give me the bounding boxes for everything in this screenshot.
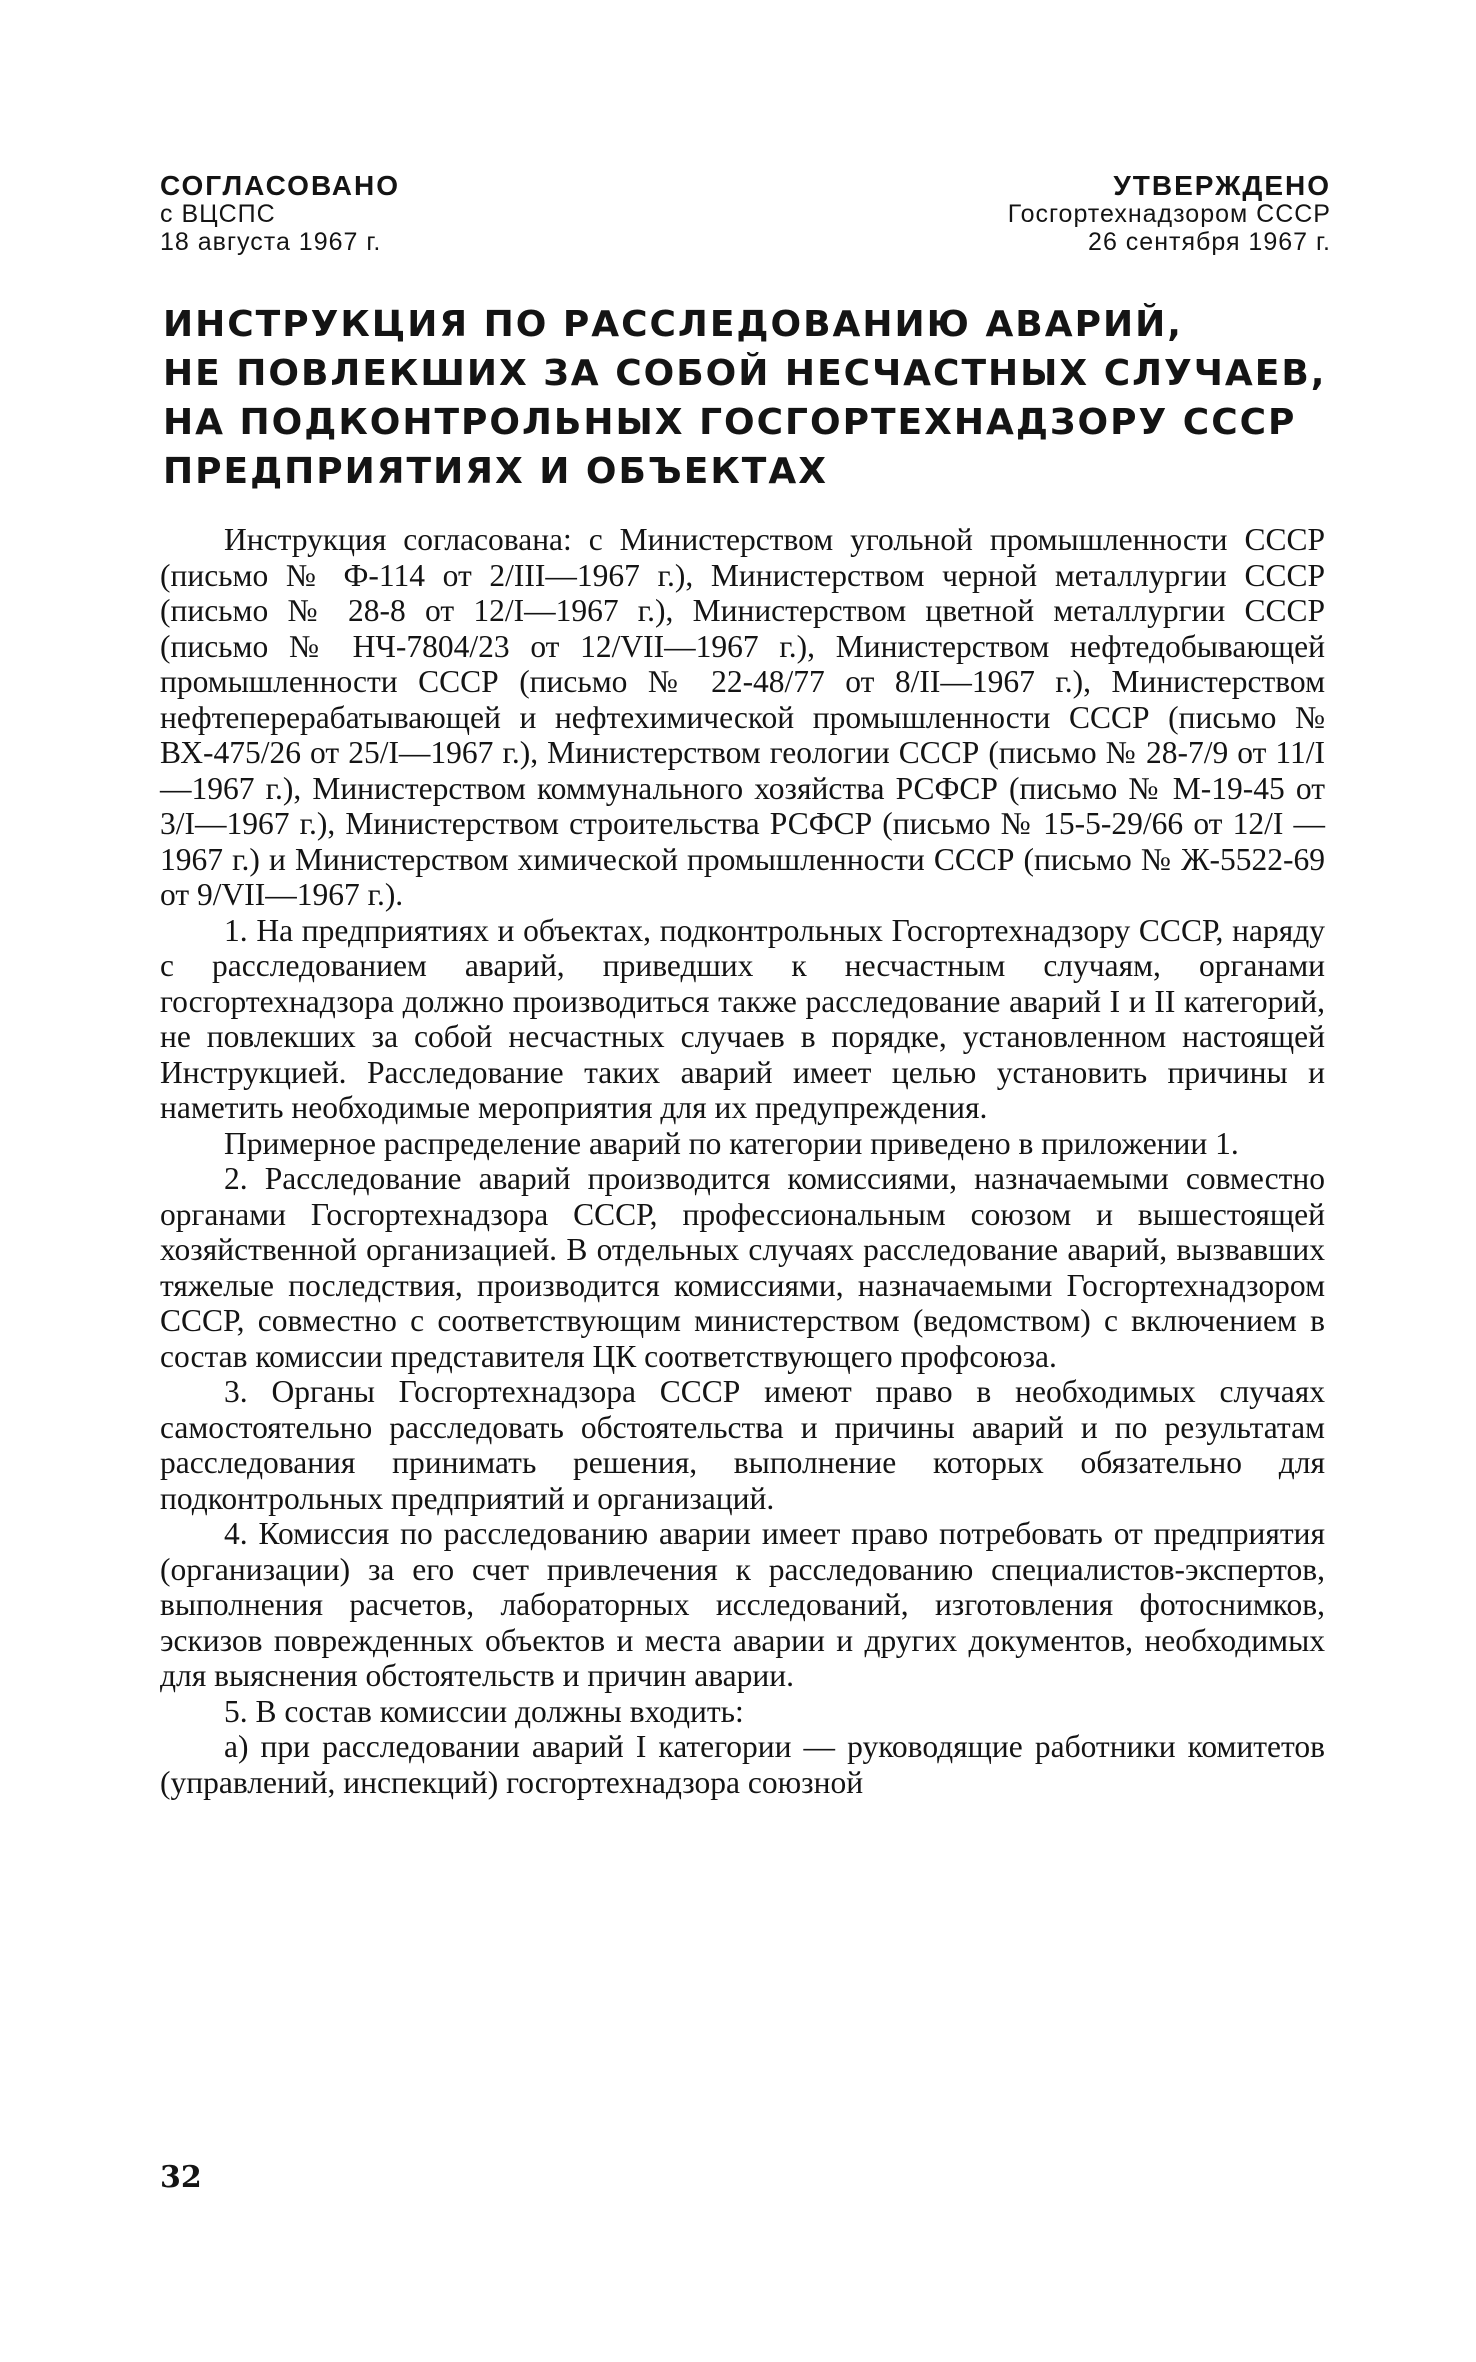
intro-paragraph: Инструкция согласована: с Министерством угольной промышленности СССР (письмо № Ф-114 от 2/III—1967 г.), Министерством черной металлургии СССР (письмо № 28-8 от 12/I—1967 г.), Министерством цветной металлургии СССР (письмо № НЧ-7804/23 от 12/VII—1967 г.), Министерством нефтедобывающей промышленности СССР (письмо № 22-48/77 от 8/II—1967 г.), Министерством нефтеперерабатывающей и нефтехимической промышленности СССР (письмо № ВХ-475/26 от 25/I—1967 г.), Министерством геологии СССР (письмо № 28-7/9 от 11/I—1967 г.), Министерством коммунального хозяйства РСФСР (письмо № М-19-45 от 3/I—1967 г.), Министерством строительства РСФСР (письмо № 15-5-29/66 от 12/I — 1967 г.) и Министерством химической промышленности СССР (письмо № Ж-5522-69 от 9/VII—1967 г.). — [160, 522, 1325, 912]
approval-block-left — [160, 172, 400, 256]
approval-right-date: 26 сентября 1967 г. — [1088, 228, 1331, 256]
approval-right-heading: УТВЕРЖДЕНО — [1113, 170, 1331, 201]
approval-block-right — [1008, 172, 1331, 256]
approval-left-authority: с ВЦСПС — [160, 200, 276, 228]
paragraph-5a: а) при расследовании аварий I категории — руководящие работники комитетов (управлений, инспекций) госгортехнадзора союзной — [160, 1729, 1325, 1800]
paragraph-2: 2. Расследование аварий производится комиссиями, назначаемыми совместно органами Госгортехнадзора СССР, профессиональным союзом и вышестоящей хозяйственной организацией. В отдельных случаях расследование аварий, вызвавших тяжелые последствия, производится комиссиями, назначаемыми Госгортехнадзором СССР, совместно с соответствующим министерством (ведомством) с включением в состав комиссии представителя ЦК соответствующего профсоюза. — [160, 1161, 1325, 1374]
document-title — [163, 300, 1333, 496]
paragraph-4: 4. Комиссия по расследованию аварии имеет право потребовать от предприятия (организации) за его счет привлечения к расследованию специалистов-экспертов, выполнения расчетов, лабораторных исследований, изготовления фотоснимков, эскизов поврежденных объектов и места аварии и других документов, необходимых для выяснения обстоятельств и причин аварии. — [160, 1516, 1325, 1693]
approval-right-authority: Госгортехнадзором СССР — [1007, 200, 1331, 228]
title-line: ИНСТРУКЦИЯ ПО РАССЛЕДОВАНИЮ АВАРИЙ, — [163, 304, 1183, 345]
document-body — [160, 522, 1325, 1800]
paragraph-1: 1. На предприятиях и объектах, подконтрольных Госгортехнадзору СССР, наряду с расследованием аварий, приведших к несчастным случаям, органами госгортехнадзора должно производиться также расследование аварий I и II категорий, не повлекших за собой несчастных случаев в порядке, установленном настоящей Инструкцией. Расследование таких аварий имеет целью установить причины и наметить необходимые мероприятия для их предупреждения. — [160, 912, 1325, 1125]
approval-left-heading: СОГЛАСОВАНО — [160, 170, 400, 201]
title-line: ПРЕДПРИЯТИЯХ И ОБЪЕКТАХ — [163, 451, 828, 492]
title-line: НЕ ПОВЛЕКШИХ ЗА СОБОЙ НЕСЧАСТНЫХ СЛУЧАЕВ, — [163, 353, 1327, 394]
title-line: НА ПОДКОНТРОЛЬНЫХ ГОСГОРТЕХНАДЗОРУ СССР — [163, 402, 1297, 443]
approval-left-date: 18 августа 1967 г. — [160, 228, 382, 256]
page-number: 32 — [160, 2160, 202, 2195]
paragraph-1-note: Примерное распределение аварий по категории приведено в приложении 1. — [224, 1125, 1239, 1161]
paragraph-3: 3. Органы Госгортехнадзора СССР имеют право в необходимых случаях самостоятельно расследовать обстоятельства и причины аварий и по результатам расследования принимать решения, выполнение которых обязательно для подконтрольных предприятий и организаций. — [160, 1374, 1325, 1516]
paragraph-5: 5. В состав комиссии должны входить: — [224, 1693, 744, 1729]
